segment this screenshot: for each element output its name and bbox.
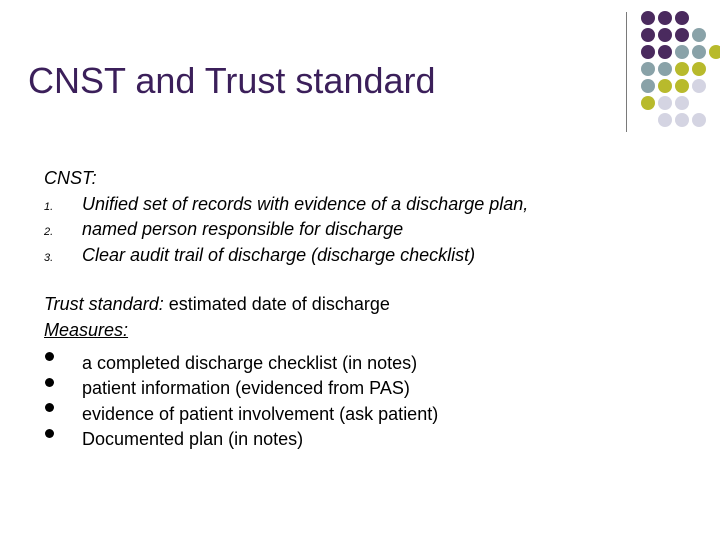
decor-dot [658,11,672,25]
decorative-dot-grid [641,11,720,121]
list-number: 1. [44,200,54,213]
decor-dot [658,28,672,42]
measure-text: patient information (evidenced from PAS) [82,378,410,398]
measure-text: a completed discharge checklist (in notes) [82,352,418,373]
trust-standard-value: estimated date of discharge [163,294,390,314]
decor-dot [675,62,689,76]
decor-dot [658,113,672,127]
spacer [44,268,684,292]
trust-standard-label: Trust standard: [44,294,164,314]
decor-dot [692,62,706,76]
decor-dot [658,96,672,110]
decor-dot [658,62,672,76]
decor-dot [641,96,655,110]
decor-dot [675,45,689,59]
trust-standard-line [44,292,684,318]
list-item-text: named person responsible for discharge [82,219,404,239]
decor-dot [692,113,706,127]
measure-list-item [44,343,684,373]
list-item-text: Unified set of records with evidence of a discharge plan, [82,193,529,214]
decor-dot [675,28,689,42]
decor-dot [641,28,655,42]
cnst-list-item [44,243,684,269]
slide-title: CNST and Trust standard [28,60,436,101]
decor-dot [692,28,706,42]
decor-dot [641,62,655,76]
decor-dot [658,79,672,93]
decor-dot [675,96,689,110]
bullet-icon [44,420,82,446]
measures-heading: Measures: [44,319,129,340]
bullet-icon [44,369,82,395]
list-number: 2. [44,226,54,238]
decor-dot [658,45,672,59]
measure-text: evidence of patient involvement (ask patient) [82,403,439,424]
decor-dot [692,45,706,59]
cnst-list-item [44,217,684,243]
decor-dot [692,79,706,93]
decor-dot [675,113,689,127]
decorative-divider [626,12,627,132]
bullet-icon [44,394,82,420]
decor-dot [641,11,655,25]
decor-dot [641,79,655,93]
list-number: 3. [44,251,54,264]
list-item-text: Clear audit trail of discharge (discharge checklist) [82,244,476,265]
decor-dot [641,45,655,59]
cnst-list-item [44,192,684,218]
decor-dot [675,79,689,93]
decor-dot [709,45,720,59]
bullet-icon [44,343,82,369]
decor-dot [675,11,689,25]
measure-text: Documented plan (in notes) [82,429,304,449]
cnst-heading: CNST: [44,168,97,188]
slide-body [44,166,684,449]
